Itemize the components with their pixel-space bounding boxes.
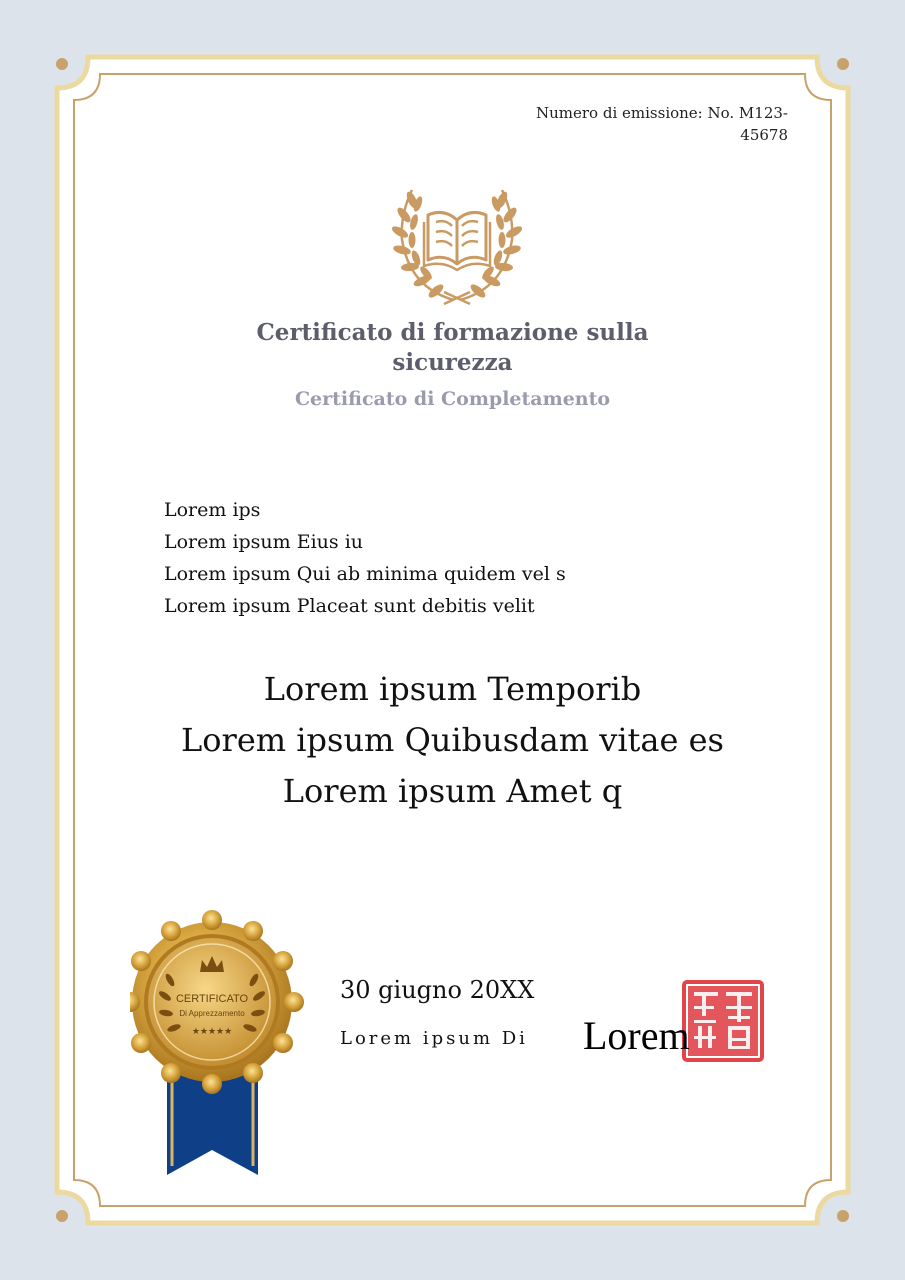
medal-title: CERTIFICATO [175,993,249,1005]
corner-dot-icon [837,1210,849,1222]
corner-dot-icon [837,58,849,70]
issue-number: Numero di emissione: No. M123-45678 [536,104,788,144]
medal-stars: ★★★★★ [191,1027,233,1037]
intro-line: Lorem ips [164,499,261,521]
corner-dot-icon [56,1210,68,1222]
main-line: Lorem ipsum Quibusdam vitae es [181,721,724,759]
main-text [120,664,785,817]
certificate-title: Certificato di formazione sulla sicurezza [256,319,649,376]
laurel-book-icon [382,180,532,310]
main-line: Lorem ipsum Temporib [263,670,642,708]
intro-line: Lorem ipsum Placeat sunt debitis velit [164,595,535,617]
main-line: Lorem ipsum Amet q [282,772,623,810]
corner-dot-icon [56,58,68,70]
red-seal-stamp [682,980,764,1062]
signature: Lorem [583,1013,690,1058]
signer-label: Lorem ipsum Di [340,1028,528,1049]
gold-medal-icon [130,910,310,1180]
intro-line: Lorem ipsum Qui ab minima quidem vel s [164,563,566,585]
intro-line: Lorem ipsum Eius iu [164,531,364,553]
certificate-subtitle: Certificato di Completamento [294,388,611,410]
certificate-date: 30 giugno 20XX [340,976,535,1004]
medal-subtitle: Di Apprezzamento [179,1009,245,1018]
intro-text [164,494,764,622]
